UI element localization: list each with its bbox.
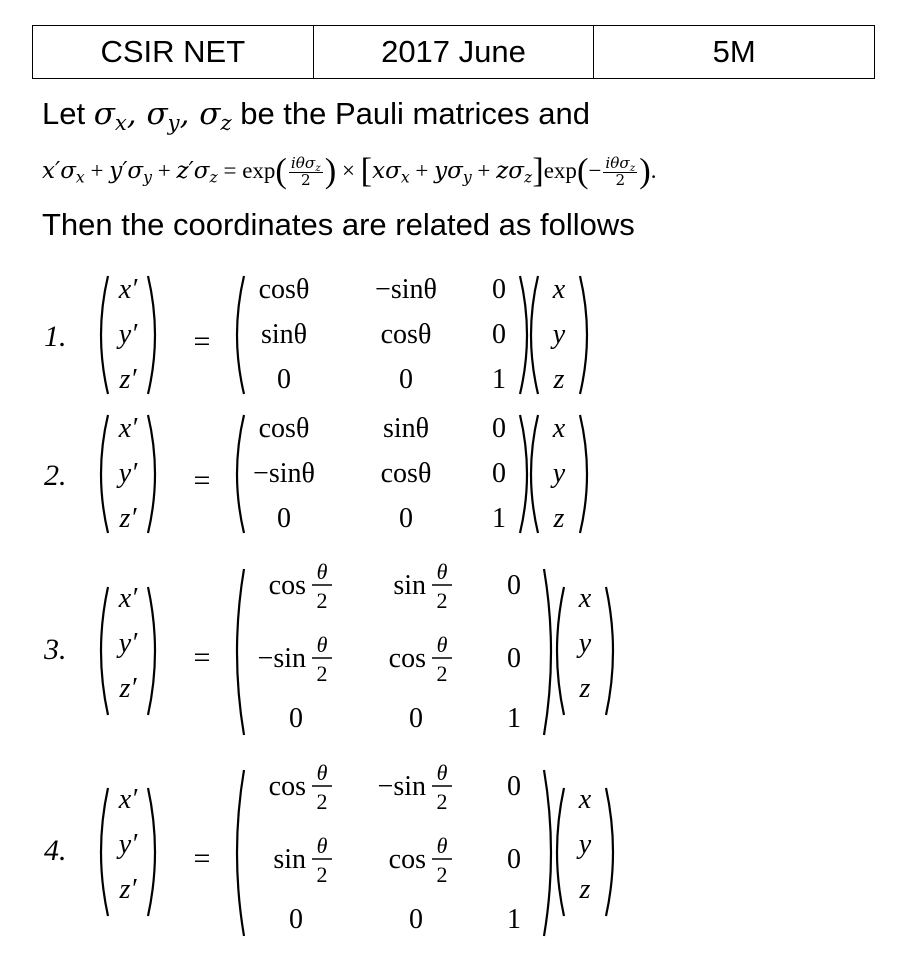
matrix-entry: z	[579, 673, 591, 704]
matrix-entry: 2	[316, 661, 328, 686]
paren-mark	[148, 788, 155, 916]
matrix-entry: y	[578, 628, 592, 659]
transformation-equation: $x'\sigma_x + y'\sigma_y + z'\sigma_z = \exp$( $\frac{i\theta\sigma_z}{2}$ ) × $[x\sigma_x + y\sigma_y + z\sigma_z]\exp(-$ $\frac{i\theta\sigma_z}{2}$ ).	[42, 152, 657, 190]
paren-mark	[557, 587, 564, 715]
paren-mark	[148, 415, 155, 533]
matrix-entry: y	[552, 319, 566, 350]
option-2-equation	[44, 407, 664, 537]
matrix-entry: 1	[492, 503, 506, 534]
matrix-entry: −sin	[377, 771, 426, 802]
matrix-entry: 1	[492, 364, 506, 395]
matrix-entry: z′	[119, 673, 137, 704]
matrix-entry: sinθ	[382, 413, 430, 444]
matrix-entry: θ	[436, 760, 448, 785]
paren-mark	[606, 587, 613, 715]
matrix-entry: 0	[492, 319, 506, 350]
matrix-entry: 0	[399, 364, 413, 395]
matrix-entry: 2	[316, 789, 328, 814]
matrix-entry: 0	[289, 904, 303, 935]
matrix-entry: z	[579, 874, 591, 905]
paren-mark	[101, 276, 108, 394]
matrix-entry: 0	[277, 503, 291, 534]
matrix-entry: cos	[388, 643, 426, 674]
option-label: 1.	[44, 320, 67, 353]
equals-sign: =	[193, 325, 211, 358]
matrix-entry: 1	[507, 703, 521, 734]
matrix-entry: x′	[118, 413, 138, 444]
option-label: 2.	[44, 459, 67, 492]
matrix-entry: 0	[492, 413, 506, 444]
matrix-entry: z′	[119, 364, 137, 395]
paren-mark	[101, 415, 108, 533]
matrix-entry: 0	[409, 904, 423, 935]
equals-sign: =	[193, 464, 211, 497]
matrix-entry: z′	[119, 874, 137, 905]
matrix-entry: sin	[393, 570, 426, 601]
exam-session-cell: 2017 June	[313, 26, 594, 79]
matrix-entry: cosθ	[258, 274, 310, 305]
intro-prefix: Let	[42, 96, 86, 131]
pauli-symbols: $\sigma_x$, $\sigma_y$, $\sigma_z$	[93, 96, 232, 135]
matrix-entry: θ	[316, 760, 328, 785]
option-3-equation	[44, 557, 664, 737]
paren-mark	[237, 415, 244, 533]
matrix-entry: sin	[273, 844, 306, 875]
matrix-entry: x′	[118, 583, 138, 614]
matrix-entry: y′	[118, 458, 138, 489]
question-intro-line	[42, 96, 591, 135]
matrix-entry: 2	[436, 588, 448, 613]
question-header-table	[32, 25, 875, 79]
paren-mark	[148, 587, 155, 715]
matrix-entry: x	[552, 274, 566, 305]
matrix-entry: θ	[436, 559, 448, 584]
matrix-entry: 2	[316, 588, 328, 613]
matrix-entry: 2	[436, 862, 448, 887]
paren-mark	[606, 788, 613, 916]
paren-mark	[237, 276, 244, 394]
matrix-entry: cosθ	[380, 458, 432, 489]
marks-cell: 5M	[594, 26, 875, 79]
matrix-entry: θ	[436, 632, 448, 657]
matrix-entry: 0	[507, 643, 521, 674]
matrix-entry: z	[553, 364, 565, 395]
matrix-entry: 2	[316, 862, 328, 887]
matrix-entry: 0	[507, 570, 521, 601]
paren-mark	[237, 770, 244, 936]
matrix-entry: 0	[289, 703, 303, 734]
matrix-entry: x′	[118, 784, 138, 815]
option-4-equation	[44, 758, 664, 938]
paren-mark	[544, 569, 551, 735]
matrix-entry: 0	[492, 458, 506, 489]
matrix-entry: −sinθ	[253, 458, 315, 489]
option-1-equation	[44, 268, 664, 398]
matrix-entry: 2	[436, 789, 448, 814]
matrix-entry: 0	[492, 274, 506, 305]
exam-name-cell: CSIR NET	[33, 26, 314, 79]
matrix-entry: cos	[268, 570, 306, 601]
paren-mark	[557, 788, 564, 916]
matrix-entry: −sinθ	[375, 274, 437, 305]
matrix-entry: θ	[316, 632, 328, 657]
matrix-entry: cosθ	[380, 319, 432, 350]
matrix-entry: x	[552, 413, 566, 444]
matrix-entry: y′	[118, 319, 138, 350]
matrix-entry: 0	[507, 844, 521, 875]
option-label: 4.	[44, 834, 67, 867]
equals-sign: =	[193, 641, 211, 674]
matrix-entry: x′	[118, 274, 138, 305]
matrix-entry: z′	[119, 503, 137, 534]
paren-mark	[101, 587, 108, 715]
intro-suffix: be the Pauli matrices and	[240, 96, 591, 131]
matrix-entry: cos	[268, 771, 306, 802]
paren-mark	[531, 276, 538, 394]
paren-mark	[531, 415, 538, 533]
paren-mark	[544, 770, 551, 936]
matrix-entry: θ	[316, 833, 328, 858]
matrix-entry: 0	[277, 364, 291, 395]
matrix-entry: z	[553, 503, 565, 534]
matrix-entry: y′	[118, 628, 138, 659]
question-follow-line: Then the coordinates are related as follows	[42, 207, 635, 242]
matrix-entry: 0	[409, 703, 423, 734]
paren-mark	[237, 569, 244, 735]
matrix-entry: x	[578, 784, 592, 815]
option-label: 3.	[44, 633, 67, 666]
matrix-entry: cosθ	[258, 413, 310, 444]
matrix-entry: θ	[436, 833, 448, 858]
paren-mark	[520, 415, 527, 533]
matrix-entry: θ	[316, 559, 328, 584]
paren-mark	[148, 276, 155, 394]
matrix-entry: x	[578, 583, 592, 614]
paren-mark	[101, 788, 108, 916]
equals-sign: =	[193, 842, 211, 875]
matrix-entry: 2	[436, 661, 448, 686]
matrix-entry: sinθ	[260, 319, 308, 350]
paren-mark	[520, 276, 527, 394]
matrix-entry: 0	[507, 771, 521, 802]
matrix-entry: 1	[507, 904, 521, 935]
paren-mark	[580, 276, 587, 394]
matrix-entry: −sin	[257, 643, 306, 674]
matrix-entry: y	[578, 829, 592, 860]
matrix-entry: y′	[118, 829, 138, 860]
matrix-entry: y	[552, 458, 566, 489]
paren-mark	[580, 415, 587, 533]
matrix-entry: cos	[388, 844, 426, 875]
matrix-entry: 0	[399, 503, 413, 534]
